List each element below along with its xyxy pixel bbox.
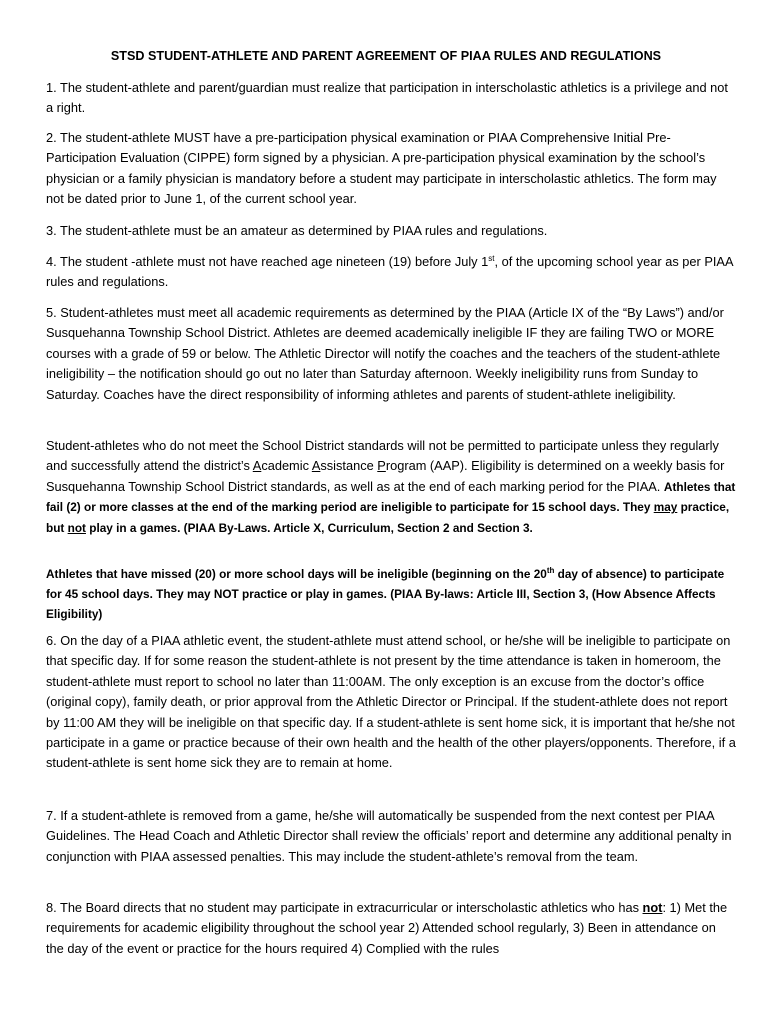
underlined-a2: A xyxy=(311,458,321,474)
bold-bylaws-text: play in a games. (PIAA By-Laws. Article X, Curriculum, Section 2 and Section 3. xyxy=(85,520,533,535)
paragraph-6: 6. On the day of a PIAA athletic event, the student-athlete must attend school, or he/she will be ineligible to participate on that specific day. If for some reason the student-athlete is not present by the time attendance is taken in homeroom, the student-athlete must report to school no later than 11:00AM. The only exception is an excuse from the doctor’s office (original copy), family death, or prior approval from the Athletic Director or Principal. If the student-athlete does not report by 11:00 AM they will be ineligible on that specific day. If a student-athlete is sent home sick, it is important that he/she not participate in a game or practice because of their own health and the health of the other players/opponents. Therefore, if a student-athlete is sent home sick they are to remain at home. xyxy=(46,633,736,771)
absence-text: Athletes that have missed (20) or more school days will be ineligible (beginning on the 20 xyxy=(46,567,547,581)
superscript-th: th xyxy=(546,566,555,575)
paragraph-3: 3. The student-athlete must be an amateur as determined by PIAA rules and regulations. xyxy=(46,223,548,238)
academic-text: cademic xyxy=(261,458,312,474)
underlined-bold-not: not xyxy=(642,900,663,915)
paragraph-8 xyxy=(46,898,736,959)
paragraph-8-text: 8. The Board directs that no student may participate in extracurricular or interscholastic athletics who has xyxy=(46,900,643,915)
paragraph-8-text-end: : 1) Met the requirements for academic eligibility throughout the school year 2) Attended school regularly, 3) Been in attendance on the day of the event or practice for the hours required 4) Complied with the rules xyxy=(46,900,728,956)
bold-ineligible-text: Athletes that fail (2) or more classes at the end of the marking period are ineligible to participate for 15 school days. They xyxy=(46,479,736,515)
program-text: rogram (AAP). Eligibility is determined on a weekly basis for Susquehanna Township School District standards, as well as at the end of each marking period for the PIAA. xyxy=(46,458,725,494)
paragraph-2: 2. The student-athlete MUST have a pre-participation physical examination or PIAA Comprehensive Initial Pre-Participation Evaluation (CIPPE) form signed by a physician. A pre-participation physical examination by the school’s physician or a family physician is mandatory before a student may participate in interscholastic athletics. The form may not be dated prior to June 1, of the current school year. xyxy=(46,130,717,207)
underlined-p: P xyxy=(377,458,386,474)
paragraph-4-text-end: , of the upcoming school year as per PIAA rules and regulations. xyxy=(46,254,733,290)
absence-text-end: day of absence) to participate for 45 school days. They may NOT practice or play in games. (PIAA By-laws: Article III, Section 3, (How Absence Affects Eligibility) xyxy=(46,567,725,621)
paragraph-absence xyxy=(46,564,736,624)
paragraph-eligibility xyxy=(46,436,736,538)
eligibility-text: Student-athletes who do not meet the School District standards will not be permitted to participate unless they regularly and successfully attend the district’s xyxy=(46,438,719,474)
paragraph-5: 5. Student-athletes must meet all academic requirements as determined by the PIAA (Article IX of the “By Laws”) and/or Susquehanna Township School District. Athletes are deemed academically ineligible IF they are failing TWO or MORE courses with a grade of 59 or below. The Athletic Director will notify the coaches and the teachers of the student-athlete ineligibility – the notification should go out no later than Saturday afternoon. Weekly ineligibility runs from Sunday to Saturday. Coaches have the direct responsibility of informing athletes and parents of student-athlete ineligibility. xyxy=(46,305,724,402)
underlined-a1: A xyxy=(252,458,262,474)
superscript-st: st xyxy=(488,254,495,263)
assistance-text: ssistance xyxy=(320,458,378,474)
paragraph-7: 7. If a student-athlete is removed from a game, he/she will automatically be suspended from the next contest per PIAA Guidelines. The Head Coach and Athletic Director shall review the officials’ report and determine any additional penalty in conjunction with PIAA assessed penalties. This may include the student-athlete’s removal from the team. xyxy=(46,808,732,864)
paragraph-4 xyxy=(46,252,736,293)
page-title: STSD STUDENT-ATHLETE AND PARENT AGREEMENT OF PIAA RULES AND REGULATIONS xyxy=(110,49,662,63)
bold-practice-text: practice, but xyxy=(46,500,730,535)
underlined-may: may xyxy=(653,500,678,515)
paragraph-1: 1. The student-athlete and parent/guardian must realize that participation in interscholastic athletics is a privilege and not a right. xyxy=(46,80,728,116)
underlined-not: not xyxy=(67,520,86,535)
paragraph-4-text: 4. The student -athlete must not have reached age nineteen (19) before July 1 xyxy=(46,254,489,269)
